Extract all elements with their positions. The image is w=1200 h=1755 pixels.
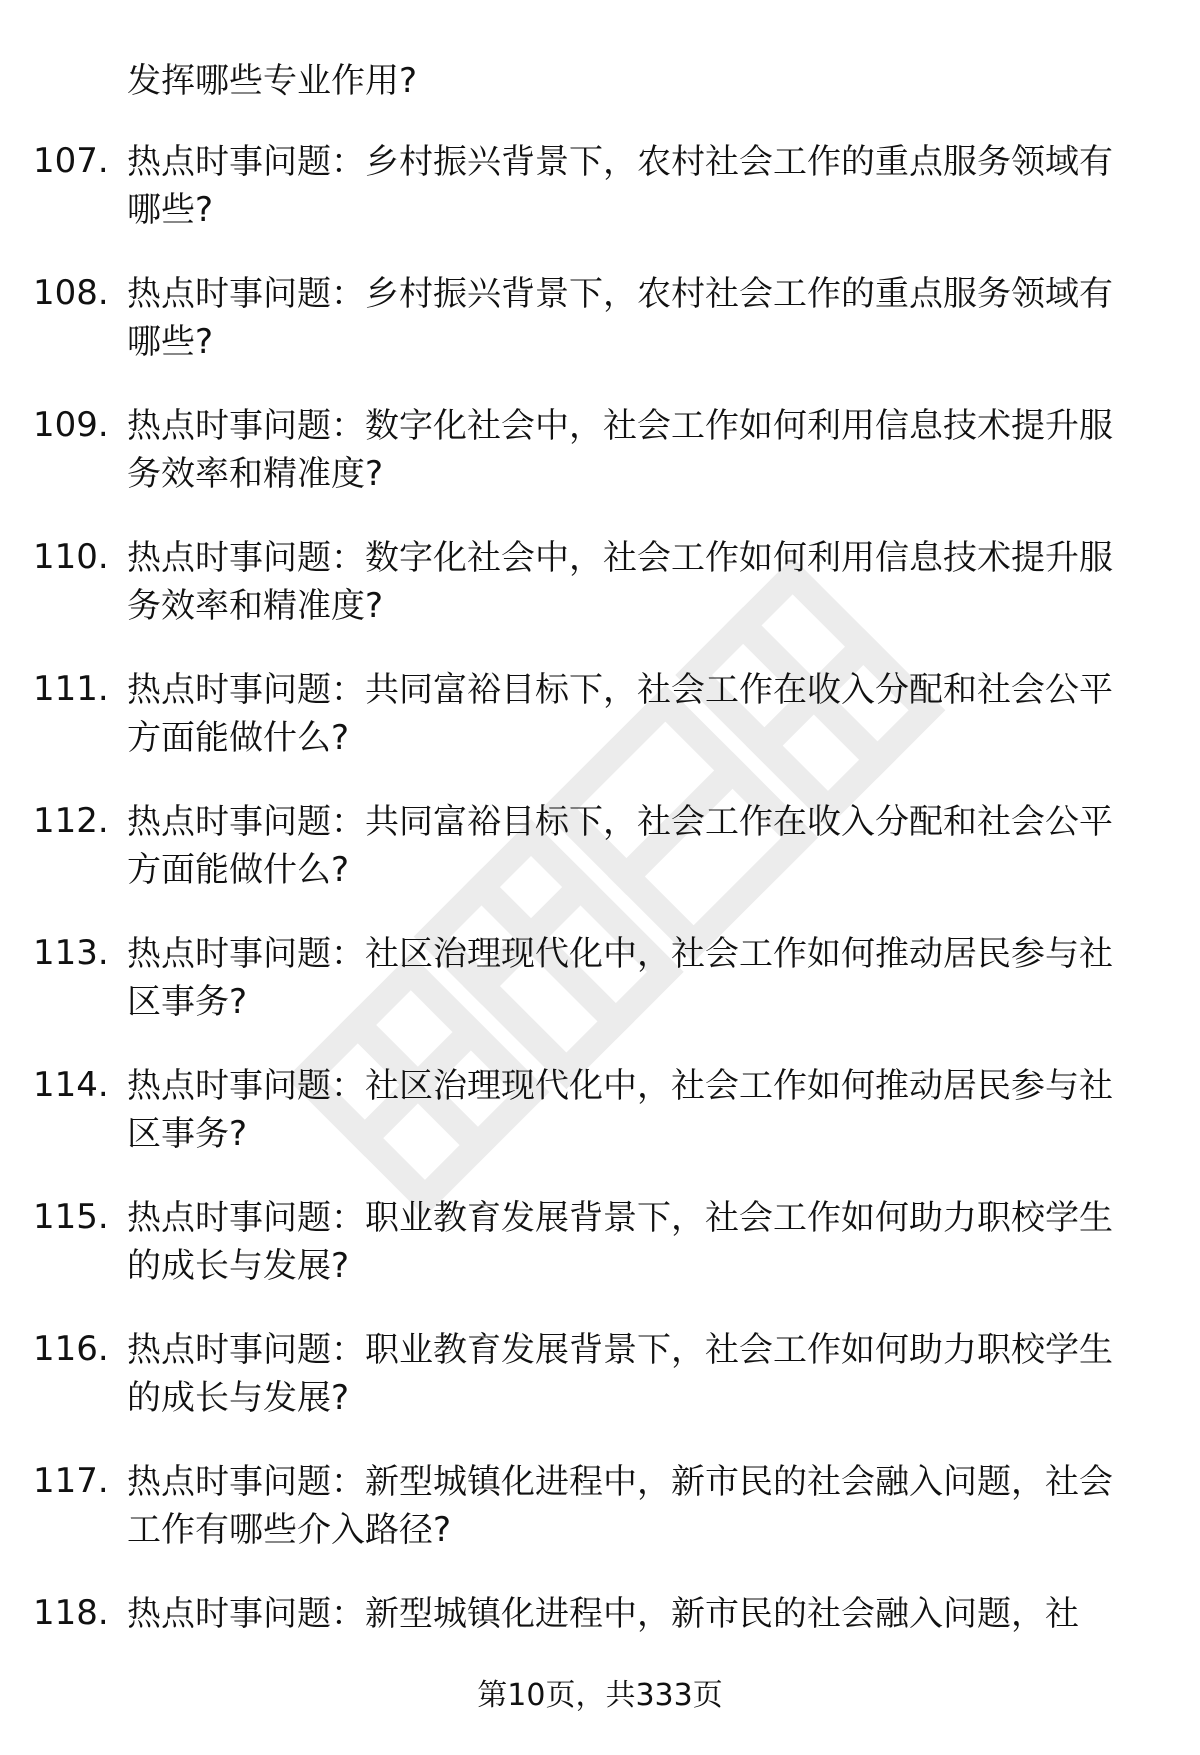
item-text: 热点时事问题：乡村振兴背景下，农村社会工作的重点服务领域有哪些? xyxy=(127,274,1113,362)
item-number: 115. xyxy=(33,1197,109,1237)
item-number: 116. xyxy=(33,1329,109,1369)
item-number: 118. xyxy=(33,1593,109,1633)
item-text: 热点时事问题：数字化社会中，社会工作如何利用信息技术提升服务效率和精准度? xyxy=(127,406,1113,494)
item-number: 111. xyxy=(33,669,109,709)
page-footer: 第10页，共333页 xyxy=(477,1678,723,1713)
item-number: 109. xyxy=(33,405,109,445)
item-number: 112. xyxy=(33,801,109,841)
item-text: 热点时事问题：职业教育发展背景下，社会工作如何助力职校学生的成长与发展? xyxy=(127,1330,1113,1418)
item-number: 110. xyxy=(33,537,109,577)
item-text: 热点时事问题：职业教育发展背景下，社会工作如何助力职校学生的成长与发展? xyxy=(127,1198,1113,1286)
item-number: 114. xyxy=(33,1065,109,1105)
item-text: 热点时事问题：社区治理现代化中，社会工作如何推动居民参与社区事务? xyxy=(127,934,1113,1022)
item-number: 113. xyxy=(33,933,109,973)
item-text: 热点时事问题：数字化社会中，社会工作如何利用信息技术提升服务效率和精准度? xyxy=(127,538,1113,626)
item-text: 热点时事问题：乡村振兴背景下，农村社会工作的重点服务领域有哪些? xyxy=(127,142,1113,230)
item-text: 热点时事问题：共同富裕目标下，社会工作在收入分配和社会公平方面能做什么? xyxy=(127,802,1113,890)
item-text: 热点时事问题：新型城镇化进程中，新市民的社会融入问题，社会工作有哪些介入路径? xyxy=(127,1462,1113,1550)
item-number: 117. xyxy=(33,1461,109,1501)
item-number: 108. xyxy=(33,273,109,313)
item-text: 热点时事问题：新型城镇化进程中，新市民的社会融入问题，社 xyxy=(127,1594,1079,1634)
item-text: 热点时事问题：社区治理现代化中，社会工作如何推动居民参与社区事务? xyxy=(127,1066,1113,1154)
continuation-line: 发挥哪些专业作用? xyxy=(127,61,418,101)
item-text: 热点时事问题：共同富裕目标下，社会工作在收入分配和社会公平方面能做什么? xyxy=(127,670,1113,758)
item-number: 107. xyxy=(33,141,109,181)
